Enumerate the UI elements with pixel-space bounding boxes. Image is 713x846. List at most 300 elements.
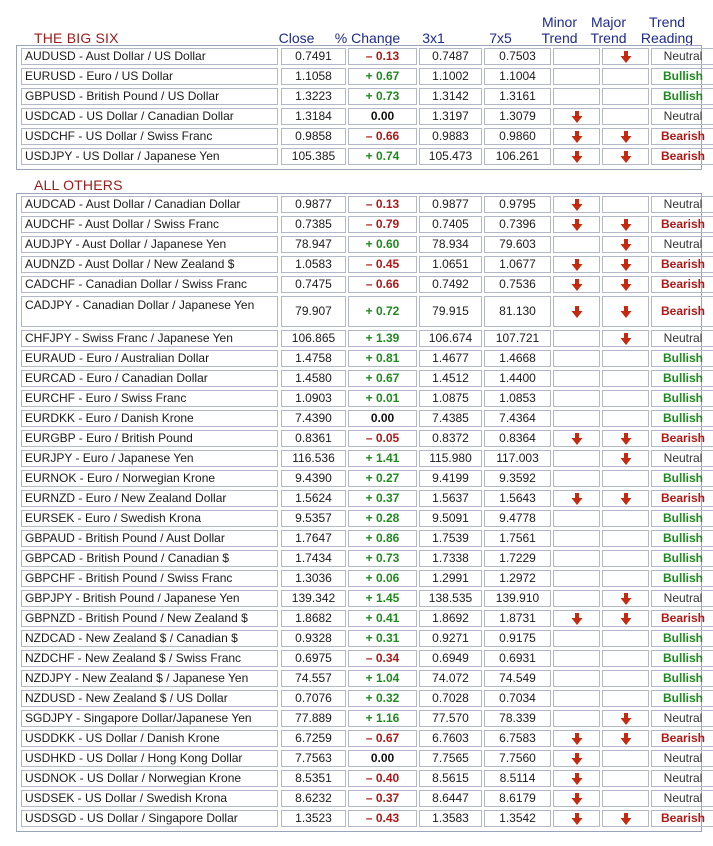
- ma-7x5-value: 117.003: [484, 450, 551, 467]
- ma-7x5-value: 0.7034: [484, 690, 551, 707]
- ma-7x5-value: 1.1004: [484, 68, 551, 85]
- trend-reading: Neutral: [651, 236, 713, 253]
- table-row: [17, 66, 701, 86]
- col-header-reading-line1: Trend: [648, 14, 686, 30]
- minor-trend-cell: [553, 236, 600, 253]
- col-header-major-line1: Major: [590, 14, 626, 30]
- minor-trend-cell: [553, 590, 600, 607]
- minor-trend-cell: [553, 370, 600, 387]
- percent-change: + 0.41: [348, 610, 417, 627]
- col-header-major-trend: [585, 14, 632, 46]
- minor-trend-cell: [553, 108, 600, 125]
- ma-3x1-value: 7.4385: [419, 410, 482, 427]
- ma-3x1-value: 0.9883: [419, 128, 482, 145]
- pair-name[interactable]: EURGBP - Euro / British Pound: [21, 430, 278, 447]
- ma-3x1-value: 1.3197: [419, 108, 482, 125]
- close-value: 8.5351: [281, 770, 346, 787]
- close-value: 0.8361: [281, 430, 346, 447]
- minor-trend-cell: [553, 330, 600, 347]
- pair-name[interactable]: USDJPY - US Dollar / Japanese Yen: [21, 148, 278, 165]
- percent-change: – 0.66: [348, 276, 417, 293]
- trend-reading: Neutral: [651, 750, 713, 767]
- trend-reading: Neutral: [651, 48, 713, 65]
- pair-name[interactable]: NZDCAD - New Zealand $ / Canadian $: [21, 630, 278, 647]
- pair-name[interactable]: GBPNZD - British Pound / New Zealand $: [21, 610, 278, 627]
- col-header-change: % Change: [334, 30, 401, 46]
- major-trend-cell: [602, 390, 649, 407]
- trend-reading: Bullish: [651, 670, 713, 687]
- table-row: [17, 86, 701, 106]
- minor-trend-cell: [553, 730, 600, 747]
- close-value: 8.6232: [281, 790, 346, 807]
- ma-3x1-value: 7.7565: [419, 750, 482, 767]
- ma-3x1-value: 1.3142: [419, 88, 482, 105]
- major-trend-cell: [602, 690, 649, 707]
- trend-reading: Bullish: [651, 470, 713, 487]
- down-arrow-icon: [620, 277, 632, 291]
- ma-3x1-value: 9.4199: [419, 470, 482, 487]
- all-others-table: [16, 193, 706, 832]
- table-row: [17, 608, 706, 628]
- major-trend-cell: [602, 410, 649, 427]
- minor-trend-cell: [553, 48, 600, 65]
- close-value: 0.9858: [281, 128, 346, 145]
- close-value: 79.907: [281, 296, 346, 327]
- minor-trend-cell: [553, 690, 600, 707]
- major-trend-cell: [602, 570, 649, 587]
- minor-trend-cell: [553, 216, 600, 233]
- table-row: [17, 428, 706, 448]
- down-arrow-icon: [571, 109, 583, 123]
- ma-7x5-value: 0.7536: [484, 276, 551, 293]
- minor-trend-cell: [553, 390, 600, 407]
- ma-3x1-value: 115.980: [419, 450, 482, 467]
- ma-7x5-value: 1.3161: [484, 88, 551, 105]
- pair-name[interactable]: USDSGD - US Dollar / Singapore Dollar: [21, 810, 278, 827]
- close-value: 116.536: [281, 450, 346, 467]
- down-arrow-icon: [620, 49, 632, 63]
- major-trend-cell: [602, 430, 649, 447]
- ma-7x5-value: 8.6179: [484, 790, 551, 807]
- pair-name[interactable]: GBPCHF - British Pound / Swiss Franc: [21, 570, 278, 587]
- down-arrow-icon: [571, 771, 583, 785]
- major-trend-cell: [602, 450, 649, 467]
- ma-7x5-value: 139.910: [484, 590, 551, 607]
- col-header-close: Close: [278, 30, 315, 46]
- down-arrow-icon: [620, 811, 632, 825]
- major-trend-cell: [602, 350, 649, 367]
- ma-7x5-value: 78.339: [484, 710, 551, 727]
- ma-7x5-value: 106.261: [484, 148, 551, 165]
- close-value: 1.4580: [281, 370, 346, 387]
- close-value: 105.385: [281, 148, 346, 165]
- close-value: 74.557: [281, 670, 346, 687]
- pair-name[interactable]: AUDUSD - Aust Dollar / US Dollar: [21, 48, 278, 65]
- pair-name[interactable]: AUDNZD - Aust Dollar / New Zealand $: [21, 256, 278, 273]
- minor-trend-cell: [553, 470, 600, 487]
- minor-trend-cell: [553, 256, 600, 273]
- trend-reading: Neutral: [651, 108, 713, 125]
- trend-reading: Bearish: [651, 296, 713, 327]
- percent-change: 0.00: [348, 108, 417, 125]
- table-row: [17, 274, 706, 294]
- close-value: 1.8682: [281, 610, 346, 627]
- major-trend-cell: [602, 470, 649, 487]
- major-trend-cell: [602, 630, 649, 647]
- down-arrow-icon: [571, 491, 583, 505]
- table-row: [17, 688, 701, 708]
- ma-3x1-value: 0.8372: [419, 430, 482, 447]
- trend-reading: Bearish: [651, 256, 713, 273]
- major-trend-cell: [602, 750, 649, 767]
- pair-name[interactable]: CADJPY - Canadian Dollar / Japanese Yen: [21, 296, 278, 327]
- down-arrow-icon: [620, 431, 632, 445]
- down-arrow-icon: [620, 731, 632, 745]
- ma-7x5-value: 7.4364: [484, 410, 551, 427]
- major-trend-cell: [602, 296, 649, 327]
- pair-name[interactable]: GBPAUD - British Pound / Aust Dollar: [21, 530, 278, 547]
- major-trend-cell: [602, 256, 649, 273]
- ma-7x5-value: 1.3079: [484, 108, 551, 125]
- minor-trend-cell: [553, 430, 600, 447]
- ma-7x5-value: 74.549: [484, 670, 551, 687]
- ma-3x1-value: 77.570: [419, 710, 482, 727]
- ma-3x1-value: 138.535: [419, 590, 482, 607]
- percent-change: – 0.67: [348, 730, 417, 747]
- ma-7x5-value: 0.8364: [484, 430, 551, 447]
- pair-name[interactable]: EURAUD - Euro / Australian Dollar: [21, 350, 278, 367]
- trend-reading: Neutral: [651, 450, 713, 467]
- table-row: [17, 254, 706, 274]
- trend-reading: Bullish: [651, 350, 713, 367]
- ma-3x1-value: 9.5091: [419, 510, 482, 527]
- ma-3x1-value: 106.674: [419, 330, 482, 347]
- ma-7x5-value: 8.5114: [484, 770, 551, 787]
- pair-name[interactable]: USDNOK - US Dollar / Norwegian Krone: [21, 770, 278, 787]
- close-value: 7.7563: [281, 750, 346, 767]
- ma-3x1-value: 79.915: [419, 296, 482, 327]
- down-arrow-icon: [571, 751, 583, 765]
- ma-3x1-value: 1.8692: [419, 610, 482, 627]
- percent-change: – 0.66: [348, 128, 417, 145]
- minor-trend-cell: [553, 710, 600, 727]
- trend-reading: Bearish: [651, 148, 713, 165]
- pair-name[interactable]: AUDCAD - Aust Dollar / Canadian Dollar: [21, 196, 278, 213]
- down-arrow-icon: [571, 149, 583, 163]
- close-value: 1.7647: [281, 530, 346, 547]
- close-value: 1.3184: [281, 108, 346, 125]
- table-row: [17, 648, 701, 668]
- col-header-minor-line1: Minor: [541, 14, 577, 30]
- pair-name[interactable]: EURUSD - Euro / US Dollar: [21, 68, 278, 85]
- col-header-major-line2: Trend: [590, 30, 627, 46]
- down-arrow-icon: [571, 277, 583, 291]
- ma-7x5-value: 6.7583: [484, 730, 551, 747]
- big-six-table: [16, 45, 706, 170]
- trend-reading: Neutral: [651, 790, 713, 807]
- col-header-minor-line2: Trend: [541, 30, 578, 46]
- percent-change: + 0.67: [348, 370, 417, 387]
- trend-reading: Bearish: [651, 610, 713, 627]
- major-trend-cell: [602, 670, 649, 687]
- trend-reading: Bullish: [651, 510, 713, 527]
- ma-3x1-value: 1.1002: [419, 68, 482, 85]
- major-trend-cell: [602, 330, 649, 347]
- trend-reading: Bearish: [651, 490, 713, 507]
- section-title-all-others: ALL OTHERS: [34, 177, 123, 193]
- table-row: [17, 388, 701, 408]
- trend-reading: Bearish: [651, 810, 713, 827]
- table-row: [17, 146, 706, 166]
- ma-7x5-value: 9.4778: [484, 510, 551, 527]
- close-value: 9.5357: [281, 510, 346, 527]
- major-trend-cell: [602, 810, 649, 827]
- close-value: 0.7385: [281, 216, 346, 233]
- close-value: 106.865: [281, 330, 346, 347]
- table-row: [17, 728, 706, 748]
- minor-trend-cell: [553, 296, 600, 327]
- table-row: [17, 126, 706, 146]
- down-arrow-icon: [571, 611, 583, 625]
- table-row: [17, 588, 701, 608]
- down-arrow-icon: [571, 731, 583, 745]
- pair-name[interactable]: EURNZD - Euro / New Zealand Dollar: [21, 490, 278, 507]
- ma-3x1-value: 0.7487: [419, 48, 482, 65]
- minor-trend-cell: [553, 570, 600, 587]
- trend-reading: Bullish: [651, 410, 713, 427]
- down-arrow-icon: [571, 197, 583, 211]
- table-row: [17, 234, 701, 254]
- percent-change: + 0.81: [348, 350, 417, 367]
- ma-3x1-value: 0.7405: [419, 216, 482, 233]
- close-value: 7.4390: [281, 410, 346, 427]
- down-arrow-icon: [620, 149, 632, 163]
- ma-7x5-value: 107.721: [484, 330, 551, 347]
- ma-3x1-value: 0.6949: [419, 650, 482, 667]
- table-row: [17, 668, 701, 688]
- minor-trend-cell: [553, 450, 600, 467]
- major-trend-cell: [602, 510, 649, 527]
- down-arrow-icon: [620, 591, 632, 605]
- close-value: 1.1058: [281, 68, 346, 85]
- percent-change: + 1.41: [348, 450, 417, 467]
- percent-change: + 0.27: [348, 470, 417, 487]
- close-value: 1.3223: [281, 88, 346, 105]
- major-trend-cell: [602, 196, 649, 213]
- col-header-3x1: 3x1: [422, 30, 445, 46]
- percent-change: – 0.13: [348, 196, 417, 213]
- ma-3x1-value: 74.072: [419, 670, 482, 687]
- table-row: [17, 788, 701, 808]
- close-value: 0.7076: [281, 690, 346, 707]
- pair-name[interactable]: NZDCHF - New Zealand $ / Swiss Franc: [21, 650, 278, 667]
- close-value: 1.0583: [281, 256, 346, 273]
- close-value: 9.4390: [281, 470, 346, 487]
- percent-change: + 1.45: [348, 590, 417, 607]
- close-value: 1.4758: [281, 350, 346, 367]
- percent-change: 0.00: [348, 750, 417, 767]
- ma-7x5-value: 1.7561: [484, 530, 551, 547]
- pair-name[interactable]: GBPUSD - British Pound / US Dollar: [21, 88, 278, 105]
- major-trend-cell: [602, 370, 649, 387]
- close-value: 139.342: [281, 590, 346, 607]
- ma-3x1-value: 1.2991: [419, 570, 482, 587]
- ma-3x1-value: 1.4677: [419, 350, 482, 367]
- percent-change: + 0.01: [348, 390, 417, 407]
- section-title-big-six: THE BIG SIX: [34, 30, 119, 46]
- major-trend-cell: [602, 128, 649, 145]
- ma-7x5-value: 0.7396: [484, 216, 551, 233]
- pair-name[interactable]: EURCAD - Euro / Canadian Dollar: [21, 370, 278, 387]
- pair-name[interactable]: EURNOK - Euro / Norwegian Krone: [21, 470, 278, 487]
- minor-trend-cell: [553, 510, 600, 527]
- table-row: [17, 194, 701, 214]
- pair-name[interactable]: NZDUSD - New Zealand $ / US Dollar: [21, 690, 278, 707]
- pair-name[interactable]: AUDJPY - Aust Dollar / Japanese Yen: [21, 236, 278, 253]
- minor-trend-cell: [553, 530, 600, 547]
- close-value: 1.7434: [281, 550, 346, 567]
- ma-7x5-value: 1.4668: [484, 350, 551, 367]
- table-row: [17, 528, 701, 548]
- ma-7x5-value: 1.0853: [484, 390, 551, 407]
- ma-7x5-value: 7.7560: [484, 750, 551, 767]
- down-arrow-icon: [571, 431, 583, 445]
- trend-reading: Neutral: [651, 330, 713, 347]
- ma-3x1-value: 105.473: [419, 148, 482, 165]
- close-value: 77.889: [281, 710, 346, 727]
- pair-name[interactable]: GBPCAD - British Pound / Canadian $: [21, 550, 278, 567]
- major-trend-cell: [602, 590, 649, 607]
- ma-3x1-value: 1.3583: [419, 810, 482, 827]
- major-trend-cell: [602, 650, 649, 667]
- down-arrow-icon: [571, 217, 583, 231]
- close-value: 0.9877: [281, 196, 346, 213]
- down-arrow-icon: [620, 217, 632, 231]
- table-row: [17, 748, 701, 768]
- pair-name[interactable]: AUDCHF - Aust Dollar / Swiss Franc: [21, 216, 278, 233]
- down-arrow-icon: [571, 257, 583, 271]
- percent-change: + 1.04: [348, 670, 417, 687]
- pair-name[interactable]: USDDKK - US Dollar / Danish Krone: [21, 730, 278, 747]
- ma-7x5-value: 79.603: [484, 236, 551, 253]
- table-row: [17, 328, 701, 348]
- major-trend-cell: [602, 490, 649, 507]
- ma-7x5-value: 1.0677: [484, 256, 551, 273]
- minor-trend-cell: [553, 410, 600, 427]
- table-row: [17, 368, 701, 388]
- ma-7x5-value: 9.3592: [484, 470, 551, 487]
- minor-trend-cell: [553, 630, 600, 647]
- col-header-trend-reading: [634, 14, 700, 46]
- pair-name[interactable]: CADCHF - Canadian Dollar / Swiss Franc: [21, 276, 278, 293]
- pair-name[interactable]: NZDJPY - New Zealand $ / Japanese Yen: [21, 670, 278, 687]
- down-arrow-icon: [620, 451, 632, 465]
- minor-trend-cell: [553, 750, 600, 767]
- ma-3x1-value: 1.5637: [419, 490, 482, 507]
- percent-change: + 0.72: [348, 296, 417, 327]
- pair-name[interactable]: EURSEK - Euro / Swedish Krona: [21, 510, 278, 527]
- table-row: [17, 348, 701, 368]
- ma-3x1-value: 1.0651: [419, 256, 482, 273]
- percent-change: 0.00: [348, 410, 417, 427]
- ma-3x1-value: 0.9877: [419, 196, 482, 213]
- percent-change: + 0.31: [348, 630, 417, 647]
- percent-change: + 0.37: [348, 490, 417, 507]
- trend-reading: Bullish: [651, 570, 713, 587]
- minor-trend-cell: [553, 276, 600, 293]
- trend-reading: Bullish: [651, 88, 713, 105]
- ma-7x5-value: 1.7229: [484, 550, 551, 567]
- pair-name[interactable]: USDCHF - US Dollar / Swiss Franc: [21, 128, 278, 145]
- ma-7x5-value: 0.9795: [484, 196, 551, 213]
- pair-name[interactable]: USDSEK - US Dollar / Swedish Krona: [21, 790, 278, 807]
- table-row: [17, 568, 701, 588]
- ma-7x5-value: 0.7503: [484, 48, 551, 65]
- percent-change: + 0.73: [348, 88, 417, 105]
- ma-3x1-value: 0.9271: [419, 630, 482, 647]
- percent-change: + 0.67: [348, 68, 417, 85]
- pair-name[interactable]: EURCHF - Euro / Swiss Franc: [21, 390, 278, 407]
- down-arrow-icon: [620, 304, 632, 318]
- minor-trend-cell: [553, 68, 600, 85]
- pair-name[interactable]: EURJPY - Euro / Japanese Yen: [21, 450, 278, 467]
- pair-name[interactable]: USDHKD - US Dollar / Hong Kong Dollar: [21, 750, 278, 767]
- percent-change: – 0.05: [348, 430, 417, 447]
- percent-change: – 0.43: [348, 810, 417, 827]
- pair-name[interactable]: CHFJPY - Swiss Franc / Japanese Yen: [21, 330, 278, 347]
- ma-3x1-value: 6.7603: [419, 730, 482, 747]
- percent-change: – 0.79: [348, 216, 417, 233]
- minor-trend-cell: [553, 196, 600, 213]
- minor-trend-cell: [553, 148, 600, 165]
- ma-3x1-value: 78.934: [419, 236, 482, 253]
- down-arrow-icon: [620, 257, 632, 271]
- down-arrow-icon: [620, 491, 632, 505]
- major-trend-cell: [602, 790, 649, 807]
- trend-reading: Bullish: [651, 690, 713, 707]
- ma-3x1-value: 1.7539: [419, 530, 482, 547]
- pair-name[interactable]: USDCAD - US Dollar / Canadian Dollar: [21, 108, 278, 125]
- major-trend-cell: [602, 276, 649, 293]
- percent-change: – 0.40: [348, 770, 417, 787]
- percent-change: – 0.13: [348, 48, 417, 65]
- minor-trend-cell: [553, 650, 600, 667]
- table-row: [17, 408, 701, 428]
- table-row: [17, 628, 701, 648]
- trend-reading: Neutral: [651, 196, 713, 213]
- minor-trend-cell: [553, 610, 600, 627]
- pair-name[interactable]: GBPJPY - British Pound / Japanese Yen: [21, 590, 278, 607]
- pair-name[interactable]: SGDJPY - Singapore Dollar/Japanese Yen: [21, 710, 278, 727]
- table-row: [17, 508, 701, 528]
- down-arrow-icon: [620, 331, 632, 345]
- pair-name[interactable]: EURDKK - Euro / Danish Krone: [21, 410, 278, 427]
- minor-trend-cell: [553, 350, 600, 367]
- trend-reading: Bullish: [651, 650, 713, 667]
- trend-reading: Bullish: [651, 390, 713, 407]
- table-row: [17, 708, 701, 728]
- ma-7x5-value: 0.6931: [484, 650, 551, 667]
- trend-reading: Bullish: [651, 630, 713, 647]
- major-trend-cell: [602, 148, 649, 165]
- close-value: 1.5624: [281, 490, 346, 507]
- ma-7x5-value: 1.8731: [484, 610, 551, 627]
- minor-trend-cell: [553, 670, 600, 687]
- ma-3x1-value: 8.5615: [419, 770, 482, 787]
- close-value: 78.947: [281, 236, 346, 253]
- percent-change: + 0.86: [348, 530, 417, 547]
- trend-reading: Neutral: [651, 590, 713, 607]
